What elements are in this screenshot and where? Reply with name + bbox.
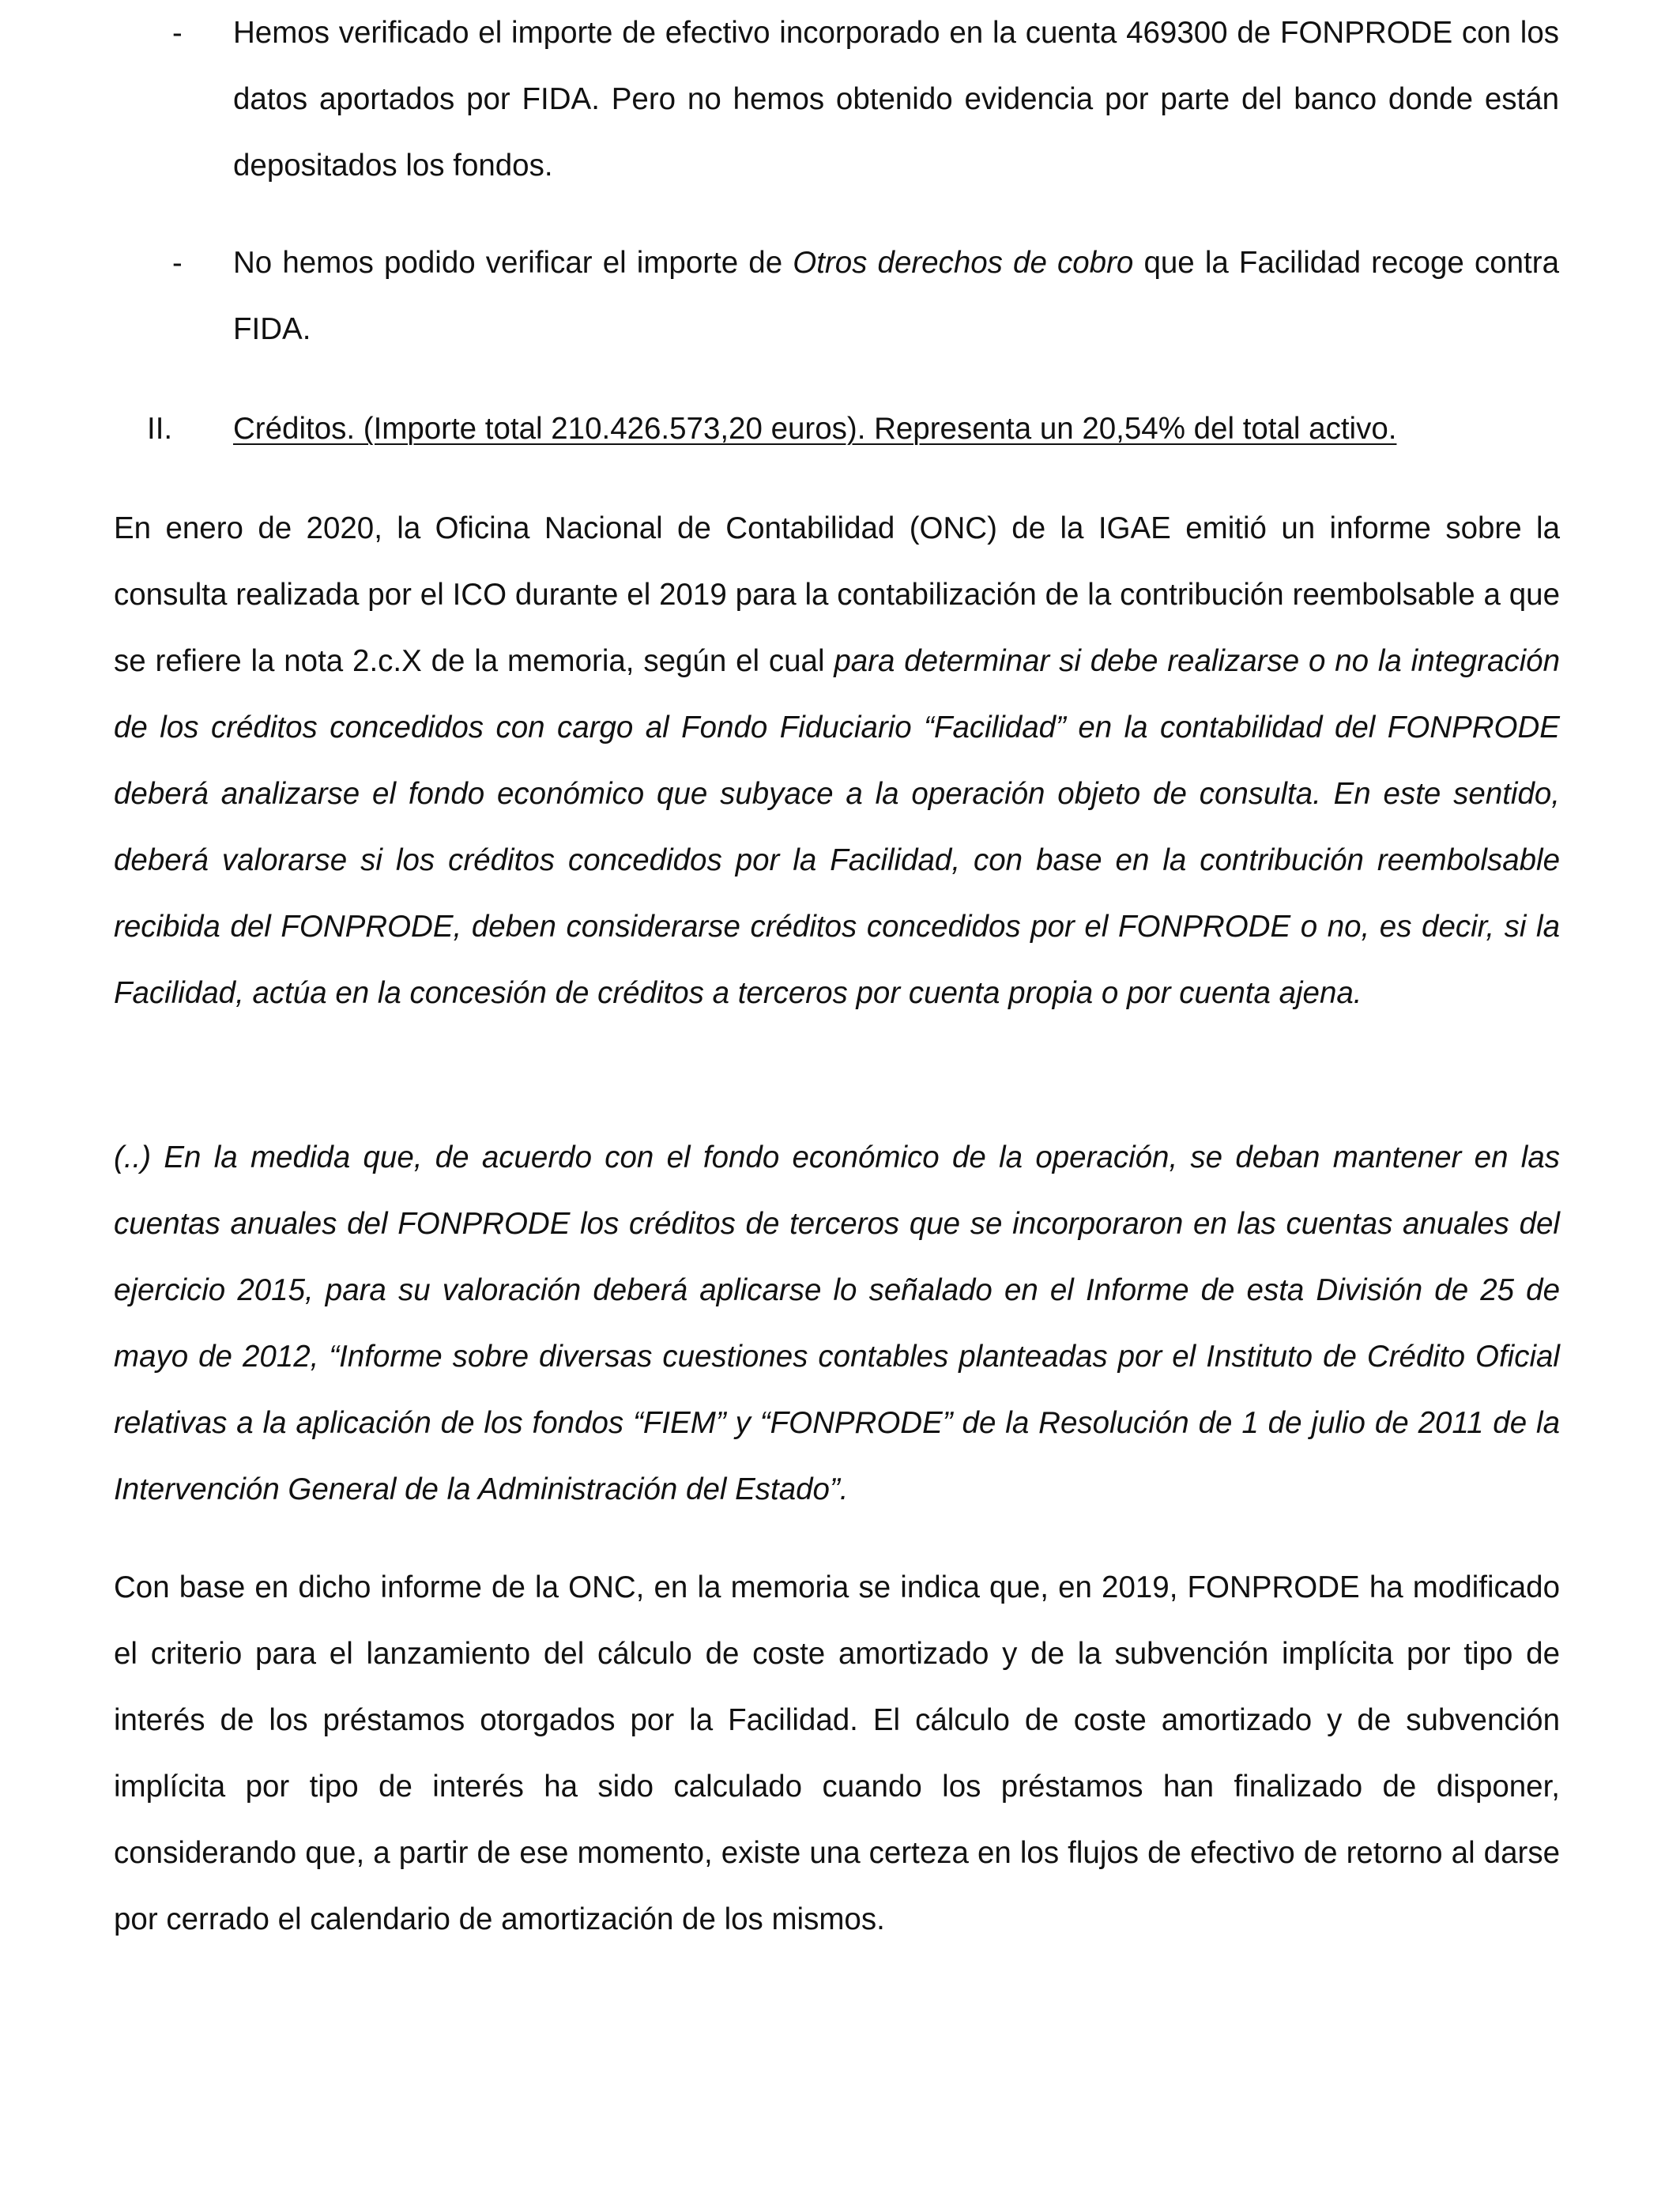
section-title: Créditos. (Importe total 210.426.573,20 euros). Representa un 20,54% del total activo. bbox=[233, 412, 1397, 446]
bullet-dash: - bbox=[172, 247, 183, 280]
paragraph-quoted-report: (..) En la medida que, de acuerdo con el fondo económico de la operación, se deban mantener en las cuentas anuales del FONPRODE los créditos de terceros que se incorporaron en las cuentas anuales del ejercicio 2015, para su valoración deberá aplicarse lo señalado en el Informe de esta División de 25 de mayo de 2012, “Informe sobre diversas cuestiones contables planteadas por el Instituto de Crédito Oficial relativas a la aplicación de los fondos “FIEM” y “FONPRODE” de la Resolución de 1 de julio de 2011 de la Intervención General de la Administración del Estado”. bbox=[114, 1140, 1560, 1506]
paragraph-quote: para determinar si debe realizarse o no la integración de los créditos concedidos con cargo al Fondo Fiduciario “Facilidad” en la contabilidad del FONPRODE deberá analizarse el fondo económico que subyace a la operación objeto de consulta. En este sentido, deberá valorarse si los créditos concedidos por la Facilidad, con base en la contribución reembolsable recibida del FONPRODE, deben considerarse créditos concedidos por el FONPRODE o no, es decir, si la Facilidad, actúa en la concesión de créditos a terceros por cuenta propia o por cuenta ajena. bbox=[114, 644, 1560, 1010]
paragraph-text: En enero de 2020, la Oficina Nacional de Contabilidad (ONC) de la IGAE emitió un informe sobre la consulta realizada por el ICO durante el 2019 para la contabilización de la contribución reembolsable a que se refiere la nota 2.c.X de la memoria, según el cual bbox=[114, 511, 1560, 678]
bullet-text-after: que la Facilidad recoge contra FIDA. bbox=[233, 246, 1559, 346]
paragraph-criteria-change: Con base en dicho informe de la ONC, en la memoria se indica que, en 2019, FONPRODE ha modificado el criterio para el lanzamiento del cálculo de coste amortizado y de la subvención implícita por tipo de interés de los préstamos otorgados por la Facilidad. El cálculo de coste amortizado y de subvención implícita por tipo de interés ha sido calculado cuando los préstamos han finalizado de disponer, considerando que, a partir de ese momento, existe una certeza en los flujos de efectivo de retorno al darse por cerrado el calendario de amortización de los mismos. bbox=[114, 1570, 1560, 1936]
section-number: II. bbox=[147, 412, 173, 446]
bullet-item-other-receivables bbox=[233, 230, 1559, 363]
bullet-text-before: No hemos podido verificar el importe de bbox=[233, 246, 793, 280]
bullet-text-italic: Otros derechos de cobro bbox=[793, 246, 1134, 280]
bullet-dash: - bbox=[172, 17, 183, 50]
bullet-item-cash-verification: Hemos verificado el importe de efectivo incorporado en la cuenta 469300 de FONPRODE con los datos aportados por FIDA. Pero no hemos obtenido evidencia por parte del banco donde están depositados los fondos. bbox=[233, 16, 1559, 183]
paragraph-onc-report bbox=[114, 496, 1560, 1027]
